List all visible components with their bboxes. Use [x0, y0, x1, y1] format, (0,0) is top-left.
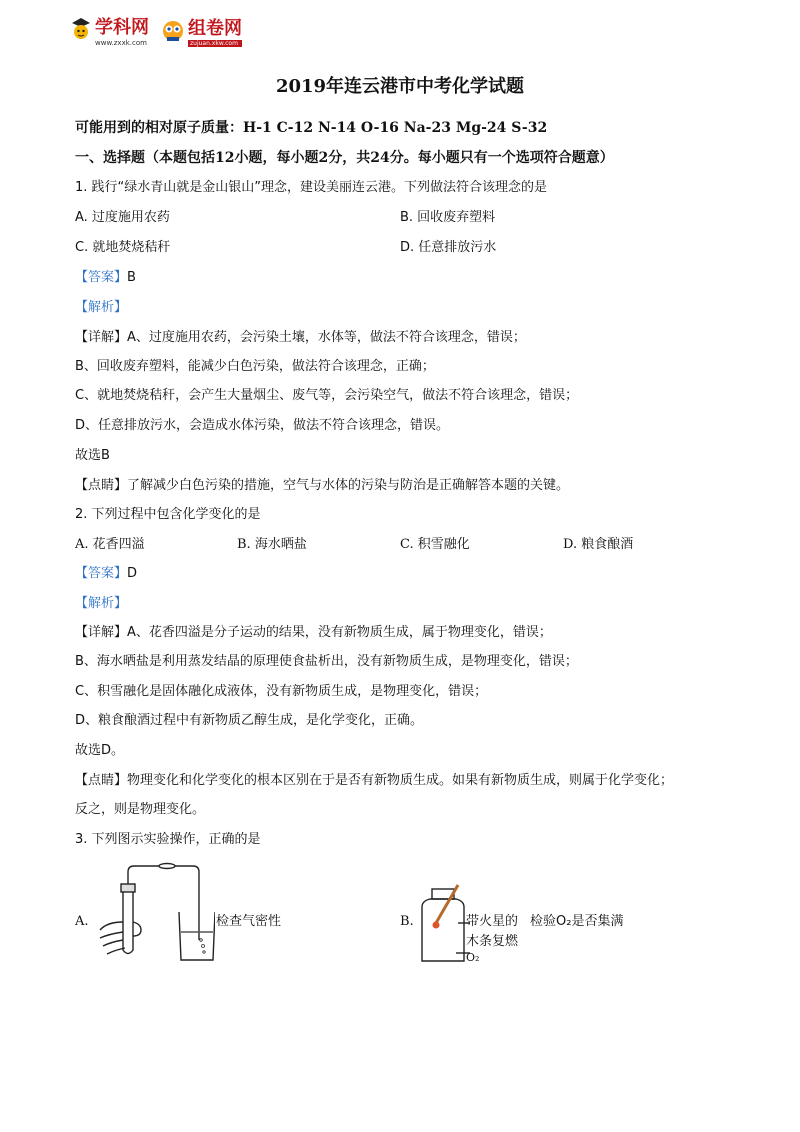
q1-detail-0 — [75, 328, 526, 348]
q1-option-c: C. 就地焚烧秸秆 — [75, 240, 171, 255]
logo-zxxk-url: www.zxxk.com — [95, 39, 147, 47]
q2-detail-2: C、积雪融化是固体融化成液体，没有新物质生成，是物理变化，错误； — [75, 684, 488, 699]
q1-detail-label: 【详解】 — [75, 330, 128, 345]
q3-option-a-letter: A. — [75, 914, 89, 929]
q3-option-b-label1: 带火星的 — [466, 914, 519, 929]
q2-analysis-label: 【解析】 — [75, 596, 128, 611]
q1-detail-2: C、就地焚烧秸秆，会产生大量烟尘、废气等，会污染空气，做法不符合该理念，错误； — [75, 388, 579, 403]
logo-zxxk-text: 学科网 — [95, 17, 149, 38]
q2-option-a: A. 花香四溢 — [75, 537, 145, 552]
q3-option-a-caption: 检查气密性 — [216, 914, 282, 929]
q2-detail-3: D、粮食酿酒过程中有新物质乙醇生成，是化学变化，正确。 — [75, 713, 424, 728]
q3-option-b-letter: B. — [400, 914, 414, 929]
header-logos — [70, 10, 254, 50]
owl-mascot-icon — [161, 17, 185, 43]
page-title: 2019年连云港市中考化学试题 — [275, 76, 525, 97]
q1-answer — [75, 268, 136, 288]
q2-detail-0 — [75, 623, 552, 643]
q2-comment-line2: 反之，则是物理变化。 — [75, 802, 206, 817]
q2-option-b: B. 海水晒盐 — [237, 537, 307, 552]
q1-conclusion: 故选B — [75, 448, 110, 463]
airtight-check-figure — [95, 860, 215, 965]
q2-option-c: C. 积雪融化 — [400, 537, 470, 552]
logo-zxxk — [70, 13, 149, 47]
logo-zujuan-text: 组卷网 — [188, 17, 242, 39]
q2-comment — [75, 771, 673, 791]
atomic-mass-line: 可能用到的相对原子质量：H-1 C-12 N-14 O-16 Na-23 Mg-24 S-32 — [75, 120, 548, 136]
q3-option-b-o2: O₂ — [466, 951, 480, 964]
q2-option-d: D. 粮食酿酒 — [563, 537, 634, 552]
q1-option-d: D. 任意排放污水 — [400, 240, 497, 255]
q2-answer — [75, 564, 137, 584]
q2-answer-value: D — [127, 566, 138, 581]
q2-answer-label: 【答案】 — [75, 566, 128, 581]
q3-option-b-caption: 检验O₂是否集满 — [530, 914, 624, 929]
q1-comment-text: 了解减少白色污染的措施，空气与水体的污染与防治是正确解答本题的关键。 — [127, 478, 570, 493]
q1-answer-value: B — [127, 270, 136, 285]
q1-comment-label: 【点睛】 — [75, 478, 128, 493]
q1-answer-label: 【答案】 — [75, 270, 128, 285]
q2-stem: 2. 下列过程中包含化学变化的是 — [75, 507, 261, 522]
q1-comment — [75, 476, 569, 496]
q1-option-b: B. 回收废弃塑料 — [400, 210, 496, 225]
q2-comment-text-1: 物理变化和化学变化的根本区别在于是否有新物质生成。如果有新物质生成，则属于化学变化； — [127, 773, 674, 788]
q3-option-b-label2: 木条复燃 — [466, 934, 519, 949]
q1-stem: 1. 践行“绿水青山就是金山银山”理念，建设美丽连云港。下列做法符合该理念的是 — [75, 180, 548, 195]
q1-detail-1: B、回收废弃塑料，能减少白色污染，做法符合该理念，正确； — [75, 359, 435, 374]
logo-zujuan-url: zujuan.xkw.com — [188, 40, 242, 47]
q2-detail-label: 【详解】 — [75, 625, 128, 640]
flame-icon — [433, 922, 440, 929]
q2-comment-label: 【点睛】 — [75, 773, 128, 788]
q2-conclusion: 故选D。 — [75, 743, 125, 758]
q1-detail-3: D、任意排放污水，会造成水体污染，做法不符合该理念，错误。 — [75, 418, 450, 433]
q1-analysis-label: 【解析】 — [75, 300, 128, 315]
section-heading: 一、选择题（本题包括12小题，每小题2分，共24分。每小题只有一个选项符合题意） — [75, 150, 614, 166]
logo-zujuan — [161, 14, 242, 47]
q1-detail-text-0: A、过度施用农药，会污染土壤，水体等，做法不符合该理念，错误； — [127, 330, 526, 345]
q2-detail-text-0: A、花香四溢是分子运动的结果，没有新物质生成，属于物理变化，错误； — [127, 625, 552, 640]
mascot-icon — [70, 17, 92, 43]
q1-option-a: A. 过度施用农药 — [75, 210, 170, 225]
q2-detail-1: B、海水晒盐是利用蒸发结晶的原理使食盐析出，没有新物质生成，是物理变化，错误； — [75, 654, 578, 669]
q3-stem: 3. 下列图示实验操作，正确的是 — [75, 832, 261, 847]
